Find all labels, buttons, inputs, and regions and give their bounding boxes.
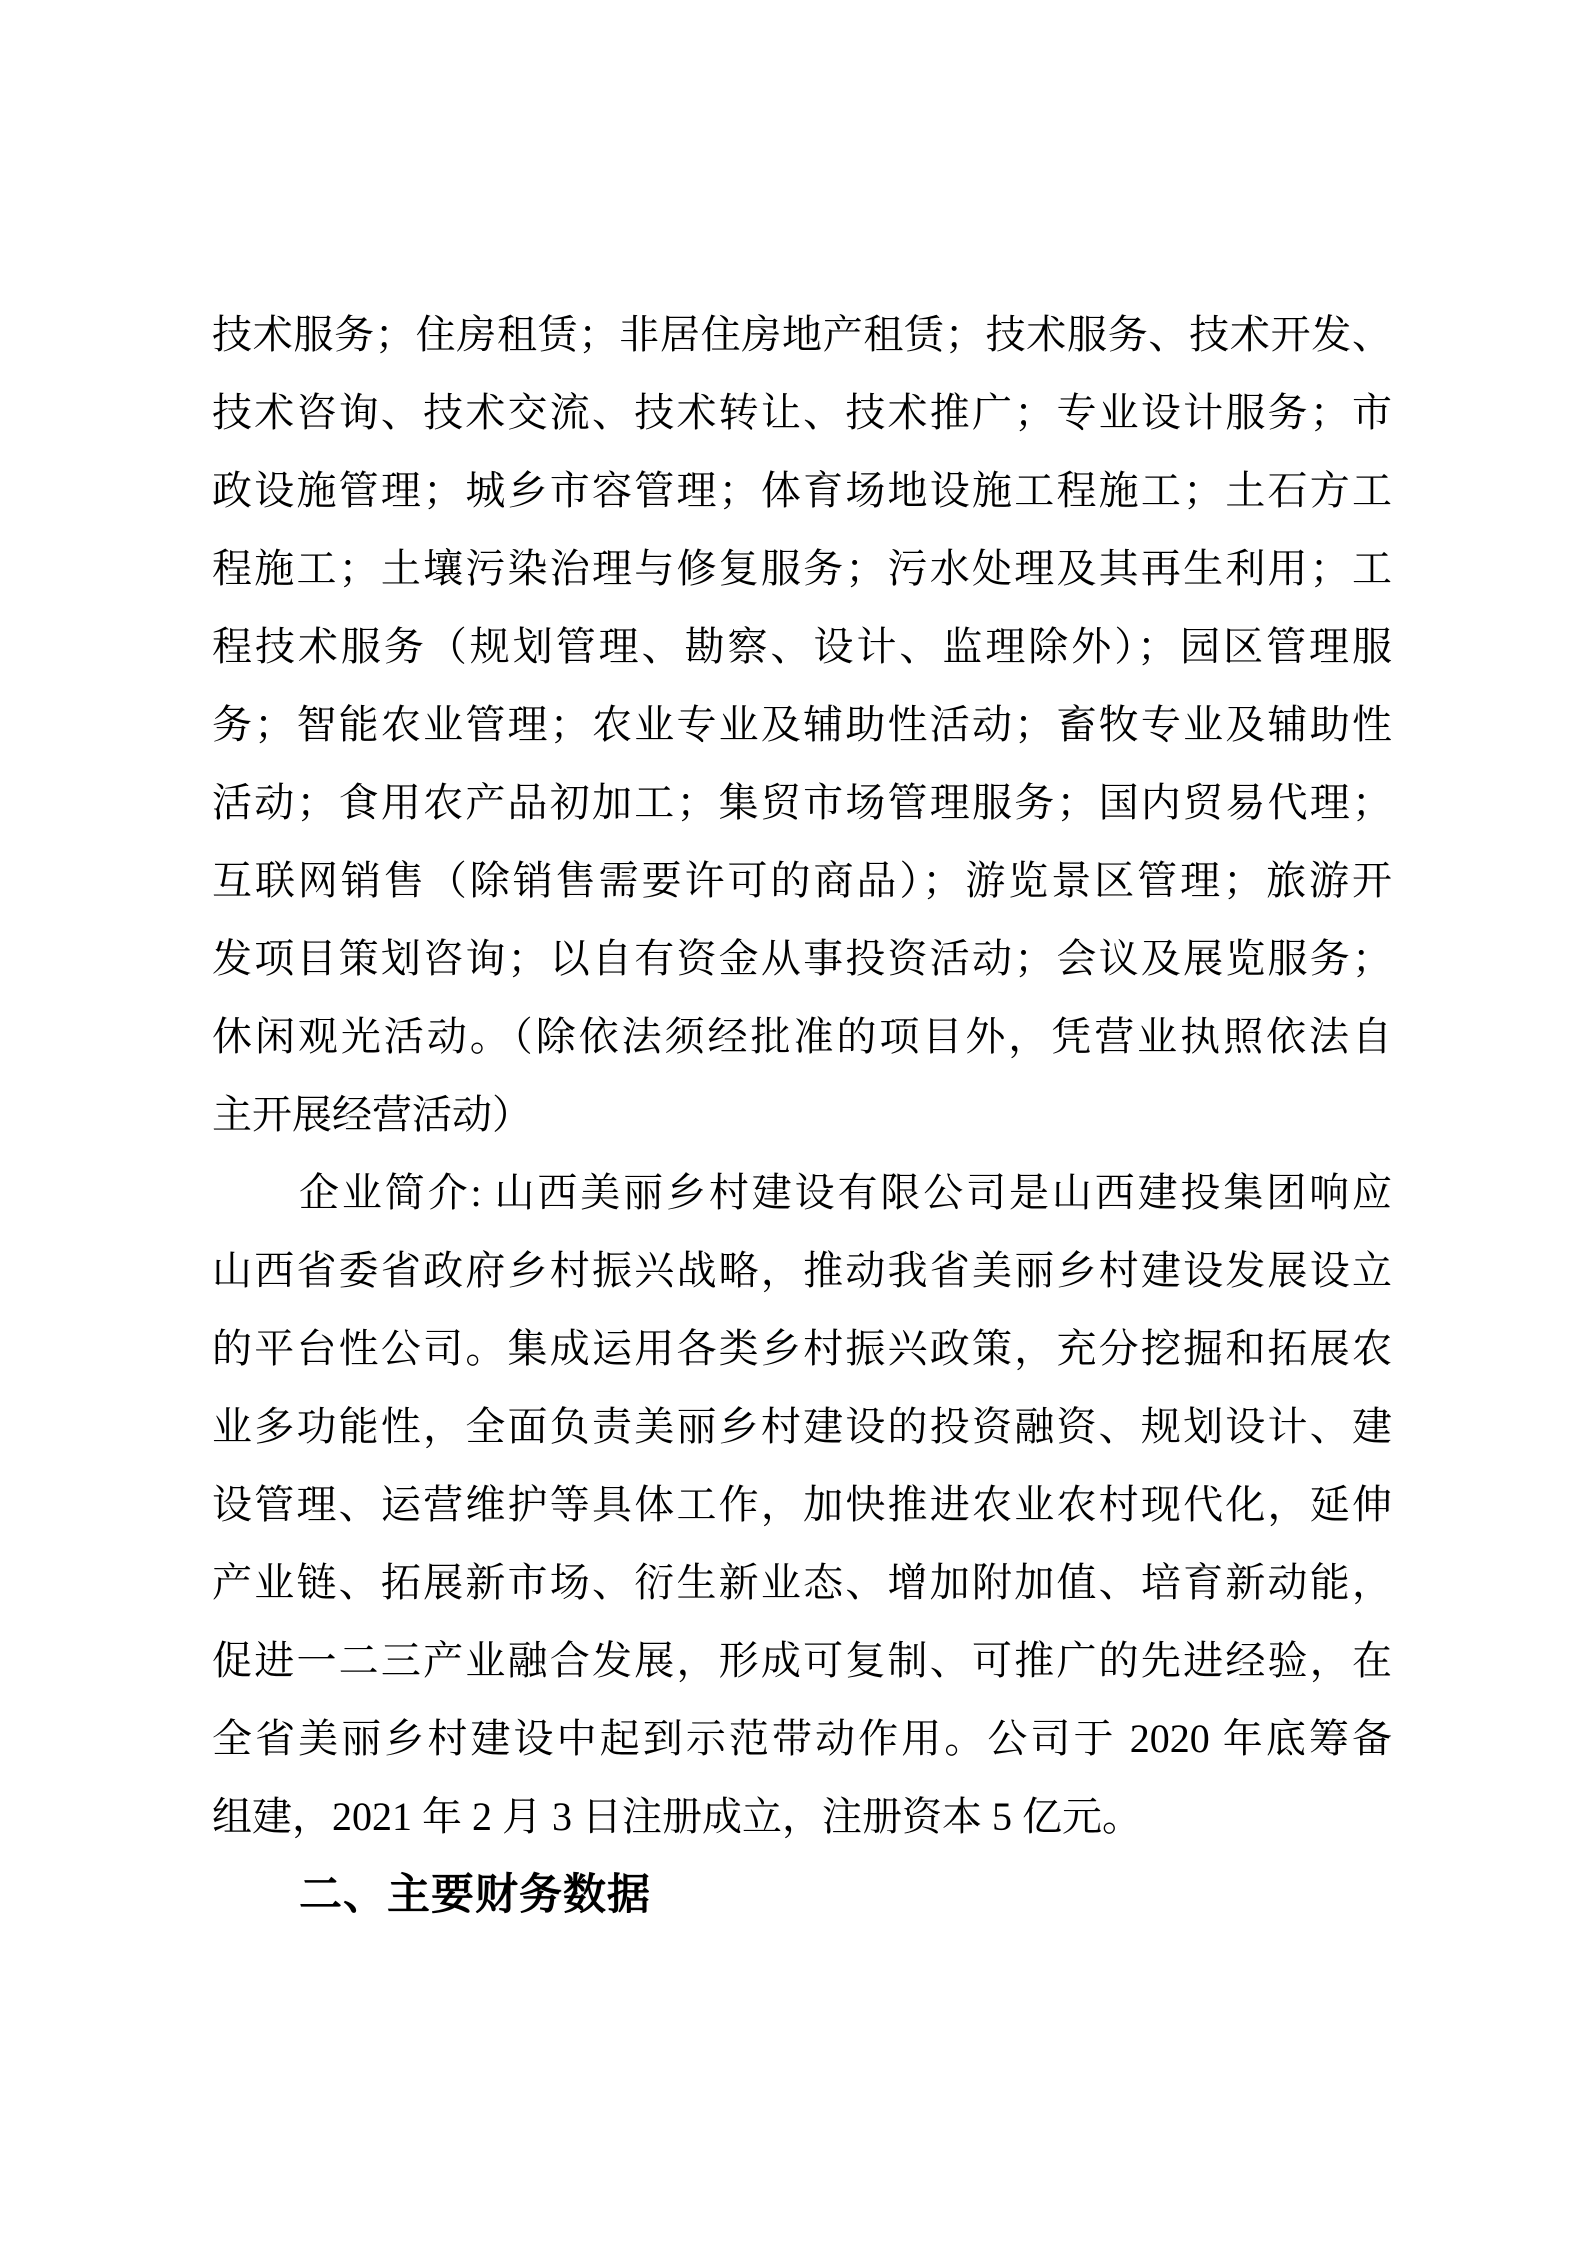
text-line: 产业链、拓展新市场、衍生新业态、增加附加值、培育新动能，	[212, 1560, 1392, 1605]
text-line: 程施工；土壤污染治理与修复服务；污水处理及其再生利用；工	[212, 546, 1392, 591]
text-line: 业多功能性，全面负责美丽乡村建设的投资融资、规划设计、建	[212, 1404, 1392, 1449]
text-line: 全省美丽乡村建设中起到示范带动作用。公司于 2020 年底筹备	[212, 1716, 1392, 1761]
section-heading: 二、主要财务数据	[299, 1871, 651, 1919]
text-line: 主开展经营活动）	[212, 1092, 532, 1137]
document-body	[212, 296, 1392, 1934]
text-line: 发项目策划咨询；以自有资金从事投资活动；会议及展览服务；	[212, 936, 1392, 981]
text-line: 山西省委省政府乡村振兴战略，推动我省美丽乡村建设发展设立	[212, 1248, 1392, 1293]
text-line: 促进一二三产业融合发展，形成可复制、可推广的先进经验，在	[212, 1638, 1392, 1683]
text-line: 设管理、运营维护等具体工作，加快推进农业农村现代化，延伸	[212, 1482, 1392, 1527]
text-line: 技术咨询、技术交流、技术转让、技术推广；专业设计服务；市	[212, 390, 1392, 435]
text-line: 互联网销售（除销售需要许可的商品）；游览景区管理；旅游开	[212, 858, 1392, 903]
text-line: 技术服务；住房租赁；非居住房地产租赁；技术服务、技术开发、	[212, 312, 1392, 357]
text-line: 休闲观光活动。（除依法须经批准的项目外，凭营业执照依法自	[212, 1014, 1392, 1059]
text-line: 组建，2021 年 2 月 3 日注册成立，注册资本 5 亿元。	[212, 1794, 1142, 1839]
text-line: 政设施管理；城乡市容管理；体育场地设施工程施工；土石方工	[212, 468, 1392, 513]
text-line: 程技术服务（规划管理、勘察、设计、监理除外）；园区管理服	[212, 624, 1392, 669]
text-line: 活动；食用农产品初加工；集贸市场管理服务；国内贸易代理；	[212, 780, 1392, 825]
text-line: 的平台性公司。集成运用各类乡村振兴政策，充分挖掘和拓展农	[212, 1326, 1392, 1371]
text-line: 企业简介: 山西美丽乡村建设有限公司是山西建投集团响应	[299, 1170, 1392, 1215]
text-line: 务；智能农业管理；农业专业及辅助性活动；畜牧专业及辅助性	[212, 702, 1392, 747]
